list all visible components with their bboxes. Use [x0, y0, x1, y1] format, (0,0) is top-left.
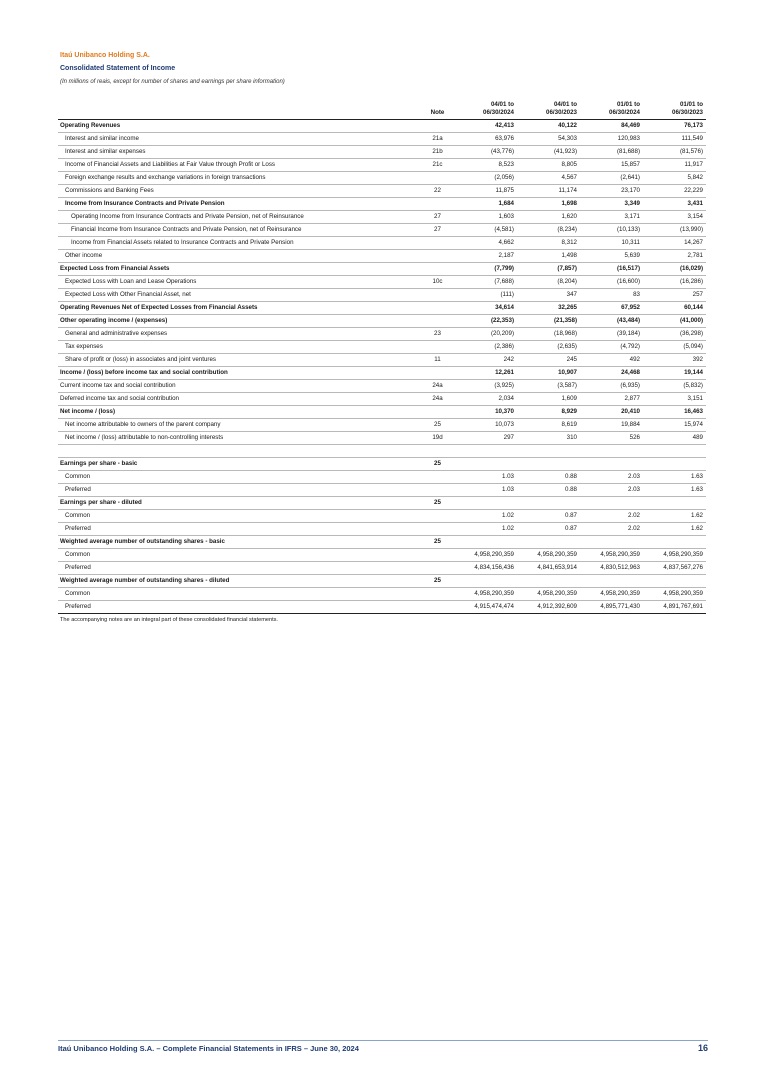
row-note — [421, 406, 454, 419]
row-value: 0.88 — [517, 471, 580, 484]
row-label: Earnings per share - basic — [58, 458, 421, 471]
row-label: Other operating income / (expenses) — [58, 315, 421, 328]
row-note — [421, 367, 454, 380]
row-note — [421, 471, 454, 484]
document-header — [60, 50, 285, 89]
row-value: 242 — [454, 354, 517, 367]
income-statement — [58, 101, 706, 624]
row-value: 257 — [643, 289, 706, 302]
table-row — [58, 354, 706, 367]
row-value: 1.63 — [643, 471, 706, 484]
row-value: (2,641) — [580, 172, 643, 185]
row-value — [580, 575, 643, 588]
table-header-row — [58, 101, 706, 120]
row-value: (22,353) — [454, 315, 517, 328]
table-row — [58, 289, 706, 302]
row-note: 25 — [421, 536, 454, 549]
row-value: 4,958,290,359 — [517, 588, 580, 601]
row-label: Operating Income from Insurance Contracts and Private Pension, net of Reinsurance — [58, 211, 421, 224]
table-row — [58, 315, 706, 328]
row-note — [421, 198, 454, 211]
row-value: 3,151 — [643, 393, 706, 406]
table-row — [58, 549, 706, 562]
row-note — [421, 302, 454, 315]
table-row — [58, 497, 706, 510]
row-value: (16,517) — [580, 263, 643, 276]
row-value: (5,832) — [643, 380, 706, 393]
row-value: 23,170 — [580, 185, 643, 198]
income-table — [58, 101, 706, 614]
row-value: (36,298) — [643, 328, 706, 341]
table-row — [58, 341, 706, 354]
row-label: Commissions and Banking Fees — [58, 185, 421, 198]
row-value: 63,976 — [454, 133, 517, 146]
row-value: (5,094) — [643, 341, 706, 354]
row-value: 1.02 — [454, 523, 517, 536]
row-value: 392 — [643, 354, 706, 367]
row-value: 10,370 — [454, 406, 517, 419]
row-value: 11,917 — [643, 159, 706, 172]
row-value: 19,884 — [580, 419, 643, 432]
row-note: 25 — [421, 575, 454, 588]
row-value: 1,603 — [454, 211, 517, 224]
row-value: 76,173 — [643, 120, 706, 133]
row-note — [421, 510, 454, 523]
row-value: 34,614 — [454, 302, 517, 315]
row-value: 2.02 — [580, 510, 643, 523]
row-label: Preferred — [58, 562, 421, 575]
row-value: (10,133) — [580, 224, 643, 237]
table-row — [58, 523, 706, 536]
row-value: (43,484) — [580, 315, 643, 328]
row-note — [421, 588, 454, 601]
row-note — [421, 549, 454, 562]
row-label: Interest and similar expenses — [58, 146, 421, 159]
period-end: 06/30/2023 — [672, 109, 703, 116]
row-value: (21,358) — [517, 315, 580, 328]
period-column-header — [643, 101, 706, 120]
table-row — [58, 328, 706, 341]
row-value: 1,684 — [454, 198, 517, 211]
row-label: Common — [58, 588, 421, 601]
row-note — [421, 263, 454, 276]
table-row — [58, 393, 706, 406]
row-note — [421, 120, 454, 133]
row-value: 32,265 — [517, 302, 580, 315]
row-value — [643, 458, 706, 471]
row-value: 2,877 — [580, 393, 643, 406]
row-value: 4,912,392,609 — [517, 601, 580, 614]
table-row — [58, 237, 706, 250]
row-value: 1.03 — [454, 484, 517, 497]
row-value: 8,619 — [517, 419, 580, 432]
period-end: 06/30/2023 — [546, 109, 577, 116]
row-value: (16,029) — [643, 263, 706, 276]
row-label: Net income / (loss) attributable to non-controlling interests — [58, 432, 421, 445]
row-note: 25 — [421, 497, 454, 510]
table-row — [58, 224, 706, 237]
row-value — [517, 445, 580, 458]
row-value: 12,261 — [454, 367, 517, 380]
row-value: 4,891,767,691 — [643, 601, 706, 614]
table-row — [58, 588, 706, 601]
table-row — [58, 263, 706, 276]
row-value: 4,958,290,359 — [643, 549, 706, 562]
row-value: (16,600) — [580, 276, 643, 289]
table-row — [58, 445, 706, 458]
row-value: 84,469 — [580, 120, 643, 133]
row-value: 15,974 — [643, 419, 706, 432]
row-note: 24a — [421, 393, 454, 406]
table-row — [58, 380, 706, 393]
row-value: 5,842 — [643, 172, 706, 185]
row-note: 21a — [421, 133, 454, 146]
table-row — [58, 510, 706, 523]
row-value: 2,781 — [643, 250, 706, 263]
row-value: 297 — [454, 432, 517, 445]
row-value: 54,303 — [517, 133, 580, 146]
row-value: 245 — [517, 354, 580, 367]
table-row — [58, 133, 706, 146]
row-note: 21c — [421, 159, 454, 172]
row-label: Income / (loss) before income tax and social contribution — [58, 367, 421, 380]
row-label: Tax expenses — [58, 341, 421, 354]
row-value: 4,841,653,914 — [517, 562, 580, 575]
row-note — [421, 445, 454, 458]
row-value — [580, 497, 643, 510]
row-value: (8,204) — [517, 276, 580, 289]
row-label: Current income tax and social contribution — [58, 380, 421, 393]
row-value: 2,034 — [454, 393, 517, 406]
row-value: 1,609 — [517, 393, 580, 406]
table-row — [58, 172, 706, 185]
row-value: 16,463 — [643, 406, 706, 419]
row-note: 25 — [421, 458, 454, 471]
row-note — [421, 237, 454, 250]
table-body — [58, 120, 706, 614]
table-row — [58, 601, 706, 614]
row-value: 67,952 — [580, 302, 643, 315]
row-note: 27 — [421, 224, 454, 237]
row-value: (43,776) — [454, 146, 517, 159]
table-row — [58, 120, 706, 133]
row-value: 0.88 — [517, 484, 580, 497]
table-row — [58, 406, 706, 419]
row-value — [580, 445, 643, 458]
label-column-header — [58, 101, 421, 120]
row-value — [517, 497, 580, 510]
row-value: 4,567 — [517, 172, 580, 185]
page-footer — [58, 1040, 708, 1053]
table-row — [58, 185, 706, 198]
row-value: 42,413 — [454, 120, 517, 133]
row-value: 10,311 — [580, 237, 643, 250]
row-value: 60,144 — [643, 302, 706, 315]
row-note: 19d — [421, 432, 454, 445]
row-label: Deferred income tax and social contribution — [58, 393, 421, 406]
row-value: 4,958,290,359 — [643, 588, 706, 601]
row-value — [643, 497, 706, 510]
period-start: 01/01 to — [616, 101, 640, 108]
footer-text: Itaú Unibanco Holding S.A. – Complete Financial Statements in IFRS – June 30, 2024 — [58, 1044, 359, 1053]
row-value: 3,349 — [580, 198, 643, 211]
table-row — [58, 484, 706, 497]
row-value: 19,144 — [643, 367, 706, 380]
row-value: 0.87 — [517, 523, 580, 536]
row-value: (8,234) — [517, 224, 580, 237]
row-value: (7,799) — [454, 263, 517, 276]
table-row — [58, 198, 706, 211]
row-value: 0.87 — [517, 510, 580, 523]
row-label: Preferred — [58, 484, 421, 497]
row-label: Preferred — [58, 601, 421, 614]
row-value: 4,662 — [454, 237, 517, 250]
row-value: 4,958,290,359 — [517, 549, 580, 562]
row-value: 1.02 — [454, 510, 517, 523]
row-value: (3,587) — [517, 380, 580, 393]
row-note — [421, 250, 454, 263]
table-row — [58, 536, 706, 549]
row-label: General and administrative expenses — [58, 328, 421, 341]
row-value: 111,549 — [643, 133, 706, 146]
row-value: 3,171 — [580, 211, 643, 224]
row-value: 83 — [580, 289, 643, 302]
row-value: 40,122 — [517, 120, 580, 133]
row-note — [421, 341, 454, 354]
period-end: 06/30/2024 — [609, 109, 640, 116]
table-row — [58, 302, 706, 315]
row-value — [580, 536, 643, 549]
row-note: 22 — [421, 185, 454, 198]
row-value: 4,958,290,359 — [580, 588, 643, 601]
row-value: 20,410 — [580, 406, 643, 419]
row-value: 10,073 — [454, 419, 517, 432]
row-value: 492 — [580, 354, 643, 367]
row-value: 1.62 — [643, 523, 706, 536]
table-row — [58, 250, 706, 263]
row-value: (6,935) — [580, 380, 643, 393]
row-value: (2,056) — [454, 172, 517, 185]
row-label: Preferred — [58, 523, 421, 536]
row-value — [580, 458, 643, 471]
row-value: (16,286) — [643, 276, 706, 289]
row-value: 5,639 — [580, 250, 643, 263]
row-label: Financial Income from Insurance Contracts and Private Pension, net of Reinsurance — [58, 224, 421, 237]
row-note — [421, 523, 454, 536]
row-value: 120,983 — [580, 133, 643, 146]
row-value — [643, 536, 706, 549]
table-row — [58, 562, 706, 575]
company-name: Itaú Unibanco Holding S.A. — [60, 52, 150, 59]
row-label: Income from Insurance Contracts and Private Pension — [58, 198, 421, 211]
row-value: (7,688) — [454, 276, 517, 289]
row-value: (4,581) — [454, 224, 517, 237]
row-value: 4,958,290,359 — [580, 549, 643, 562]
page-number: 16 — [697, 1043, 708, 1053]
row-value: 14,267 — [643, 237, 706, 250]
row-label: Net income / (loss) — [58, 406, 421, 419]
row-value — [517, 575, 580, 588]
row-value: (39,184) — [580, 328, 643, 341]
statement-title: Consolidated Statement of Income — [60, 65, 176, 72]
row-value — [643, 445, 706, 458]
row-value: 8,805 — [517, 159, 580, 172]
row-value: (7,857) — [517, 263, 580, 276]
row-value: 3,431 — [643, 198, 706, 211]
row-value: 4,958,290,359 — [454, 549, 517, 562]
table-row — [58, 211, 706, 224]
statement-subtitle: (In millions of reais, except for number of shares and earnings per share information) — [60, 79, 285, 85]
row-value: 1,620 — [517, 211, 580, 224]
period-end: 06/30/2024 — [483, 109, 514, 116]
table-row — [58, 432, 706, 445]
period-column-header — [580, 101, 643, 120]
row-value: 11,174 — [517, 185, 580, 198]
row-value: 347 — [517, 289, 580, 302]
row-value: (81,576) — [643, 146, 706, 159]
row-value: (13,990) — [643, 224, 706, 237]
period-column-header — [454, 101, 517, 120]
row-note — [421, 601, 454, 614]
row-label: Common — [58, 549, 421, 562]
row-label: Expected Loss with Loan and Lease Operations — [58, 276, 421, 289]
row-value — [517, 536, 580, 549]
row-value — [517, 458, 580, 471]
row-label: Earnings per share - diluted — [58, 497, 421, 510]
row-value: 8,312 — [517, 237, 580, 250]
row-value: 8,929 — [517, 406, 580, 419]
row-value: 2.03 — [580, 471, 643, 484]
row-label — [58, 445, 421, 458]
row-label: Share of profit or (loss) in associates and joint ventures — [58, 354, 421, 367]
row-value — [454, 575, 517, 588]
table-row — [58, 146, 706, 159]
row-value: 4,834,156,436 — [454, 562, 517, 575]
row-note: 10c — [421, 276, 454, 289]
table-row — [58, 471, 706, 484]
row-note — [421, 172, 454, 185]
table-row — [58, 575, 706, 588]
row-value: 4,837,567,276 — [643, 562, 706, 575]
row-value: (18,968) — [517, 328, 580, 341]
row-value: 526 — [580, 432, 643, 445]
row-value: (41,923) — [517, 146, 580, 159]
row-value: (81,688) — [580, 146, 643, 159]
row-label: Foreign exchange results and exchange variations in foreign transactions — [58, 172, 421, 185]
row-value: 15,857 — [580, 159, 643, 172]
row-note: 23 — [421, 328, 454, 341]
row-label: Income from Financial Assets related to Insurance Contracts and Private Pension — [58, 237, 421, 250]
table-row — [58, 367, 706, 380]
row-value: 8,523 — [454, 159, 517, 172]
row-value: 1.03 — [454, 471, 517, 484]
row-value: (20,209) — [454, 328, 517, 341]
row-value: (2,386) — [454, 341, 517, 354]
row-value: (41,000) — [643, 315, 706, 328]
row-note — [421, 315, 454, 328]
row-value: 11,875 — [454, 185, 517, 198]
row-value: 489 — [643, 432, 706, 445]
period-column-header — [517, 101, 580, 120]
row-value: 1.62 — [643, 510, 706, 523]
row-note — [421, 562, 454, 575]
row-value: (4,792) — [580, 341, 643, 354]
row-value: 1,498 — [517, 250, 580, 263]
row-value: 2,187 — [454, 250, 517, 263]
row-label: Other income — [58, 250, 421, 263]
row-value: 310 — [517, 432, 580, 445]
row-value: (2,635) — [517, 341, 580, 354]
period-start: 04/01 to — [490, 101, 514, 108]
row-note — [421, 484, 454, 497]
row-label: Expected Loss with Other Financial Asset, net — [58, 289, 421, 302]
row-value: 2.02 — [580, 523, 643, 536]
row-value: 4,830,512,963 — [580, 562, 643, 575]
table-row — [58, 276, 706, 289]
row-label: Common — [58, 510, 421, 523]
row-note: 11 — [421, 354, 454, 367]
row-label: Operating Revenues — [58, 120, 421, 133]
note-column-header: Note — [421, 101, 454, 120]
row-value — [454, 458, 517, 471]
row-label: Net income attributable to owners of the parent company — [58, 419, 421, 432]
row-label: Common — [58, 471, 421, 484]
row-label: Operating Revenues Net of Expected Losses from Financial Assets — [58, 302, 421, 315]
row-value — [454, 497, 517, 510]
row-value — [643, 575, 706, 588]
row-value: 4,958,290,359 — [454, 588, 517, 601]
row-value: 24,468 — [580, 367, 643, 380]
row-value: (111) — [454, 289, 517, 302]
row-value: 2.03 — [580, 484, 643, 497]
table-row — [58, 458, 706, 471]
row-value: 4,915,474,474 — [454, 601, 517, 614]
row-label: Expected Loss from Financial Assets — [58, 263, 421, 276]
row-value: 1,698 — [517, 198, 580, 211]
row-label: Income of Financial Assets and Liabilities at Fair Value through Profit or Loss — [58, 159, 421, 172]
row-note: 27 — [421, 211, 454, 224]
row-value — [454, 445, 517, 458]
row-value — [454, 536, 517, 549]
table-row — [58, 419, 706, 432]
row-value: 1.63 — [643, 484, 706, 497]
row-value: 22,229 — [643, 185, 706, 198]
row-note — [421, 289, 454, 302]
row-label: Weighted average number of outstanding shares - diluted — [58, 575, 421, 588]
row-value: 4,895,771,430 — [580, 601, 643, 614]
row-note: 25 — [421, 419, 454, 432]
row-value: 3,154 — [643, 211, 706, 224]
row-value: 10,907 — [517, 367, 580, 380]
row-note: 24a — [421, 380, 454, 393]
period-start: 04/01 to — [553, 101, 577, 108]
table-row — [58, 159, 706, 172]
row-label: Weighted average number of outstanding shares - basic — [58, 536, 421, 549]
row-label: Interest and similar income — [58, 133, 421, 146]
row-value: (3,925) — [454, 380, 517, 393]
footnote: The accompanying notes are an integral part of these consolidated financial statements. — [60, 617, 278, 623]
row-note: 21b — [421, 146, 454, 159]
period-start: 01/01 to — [679, 101, 703, 108]
